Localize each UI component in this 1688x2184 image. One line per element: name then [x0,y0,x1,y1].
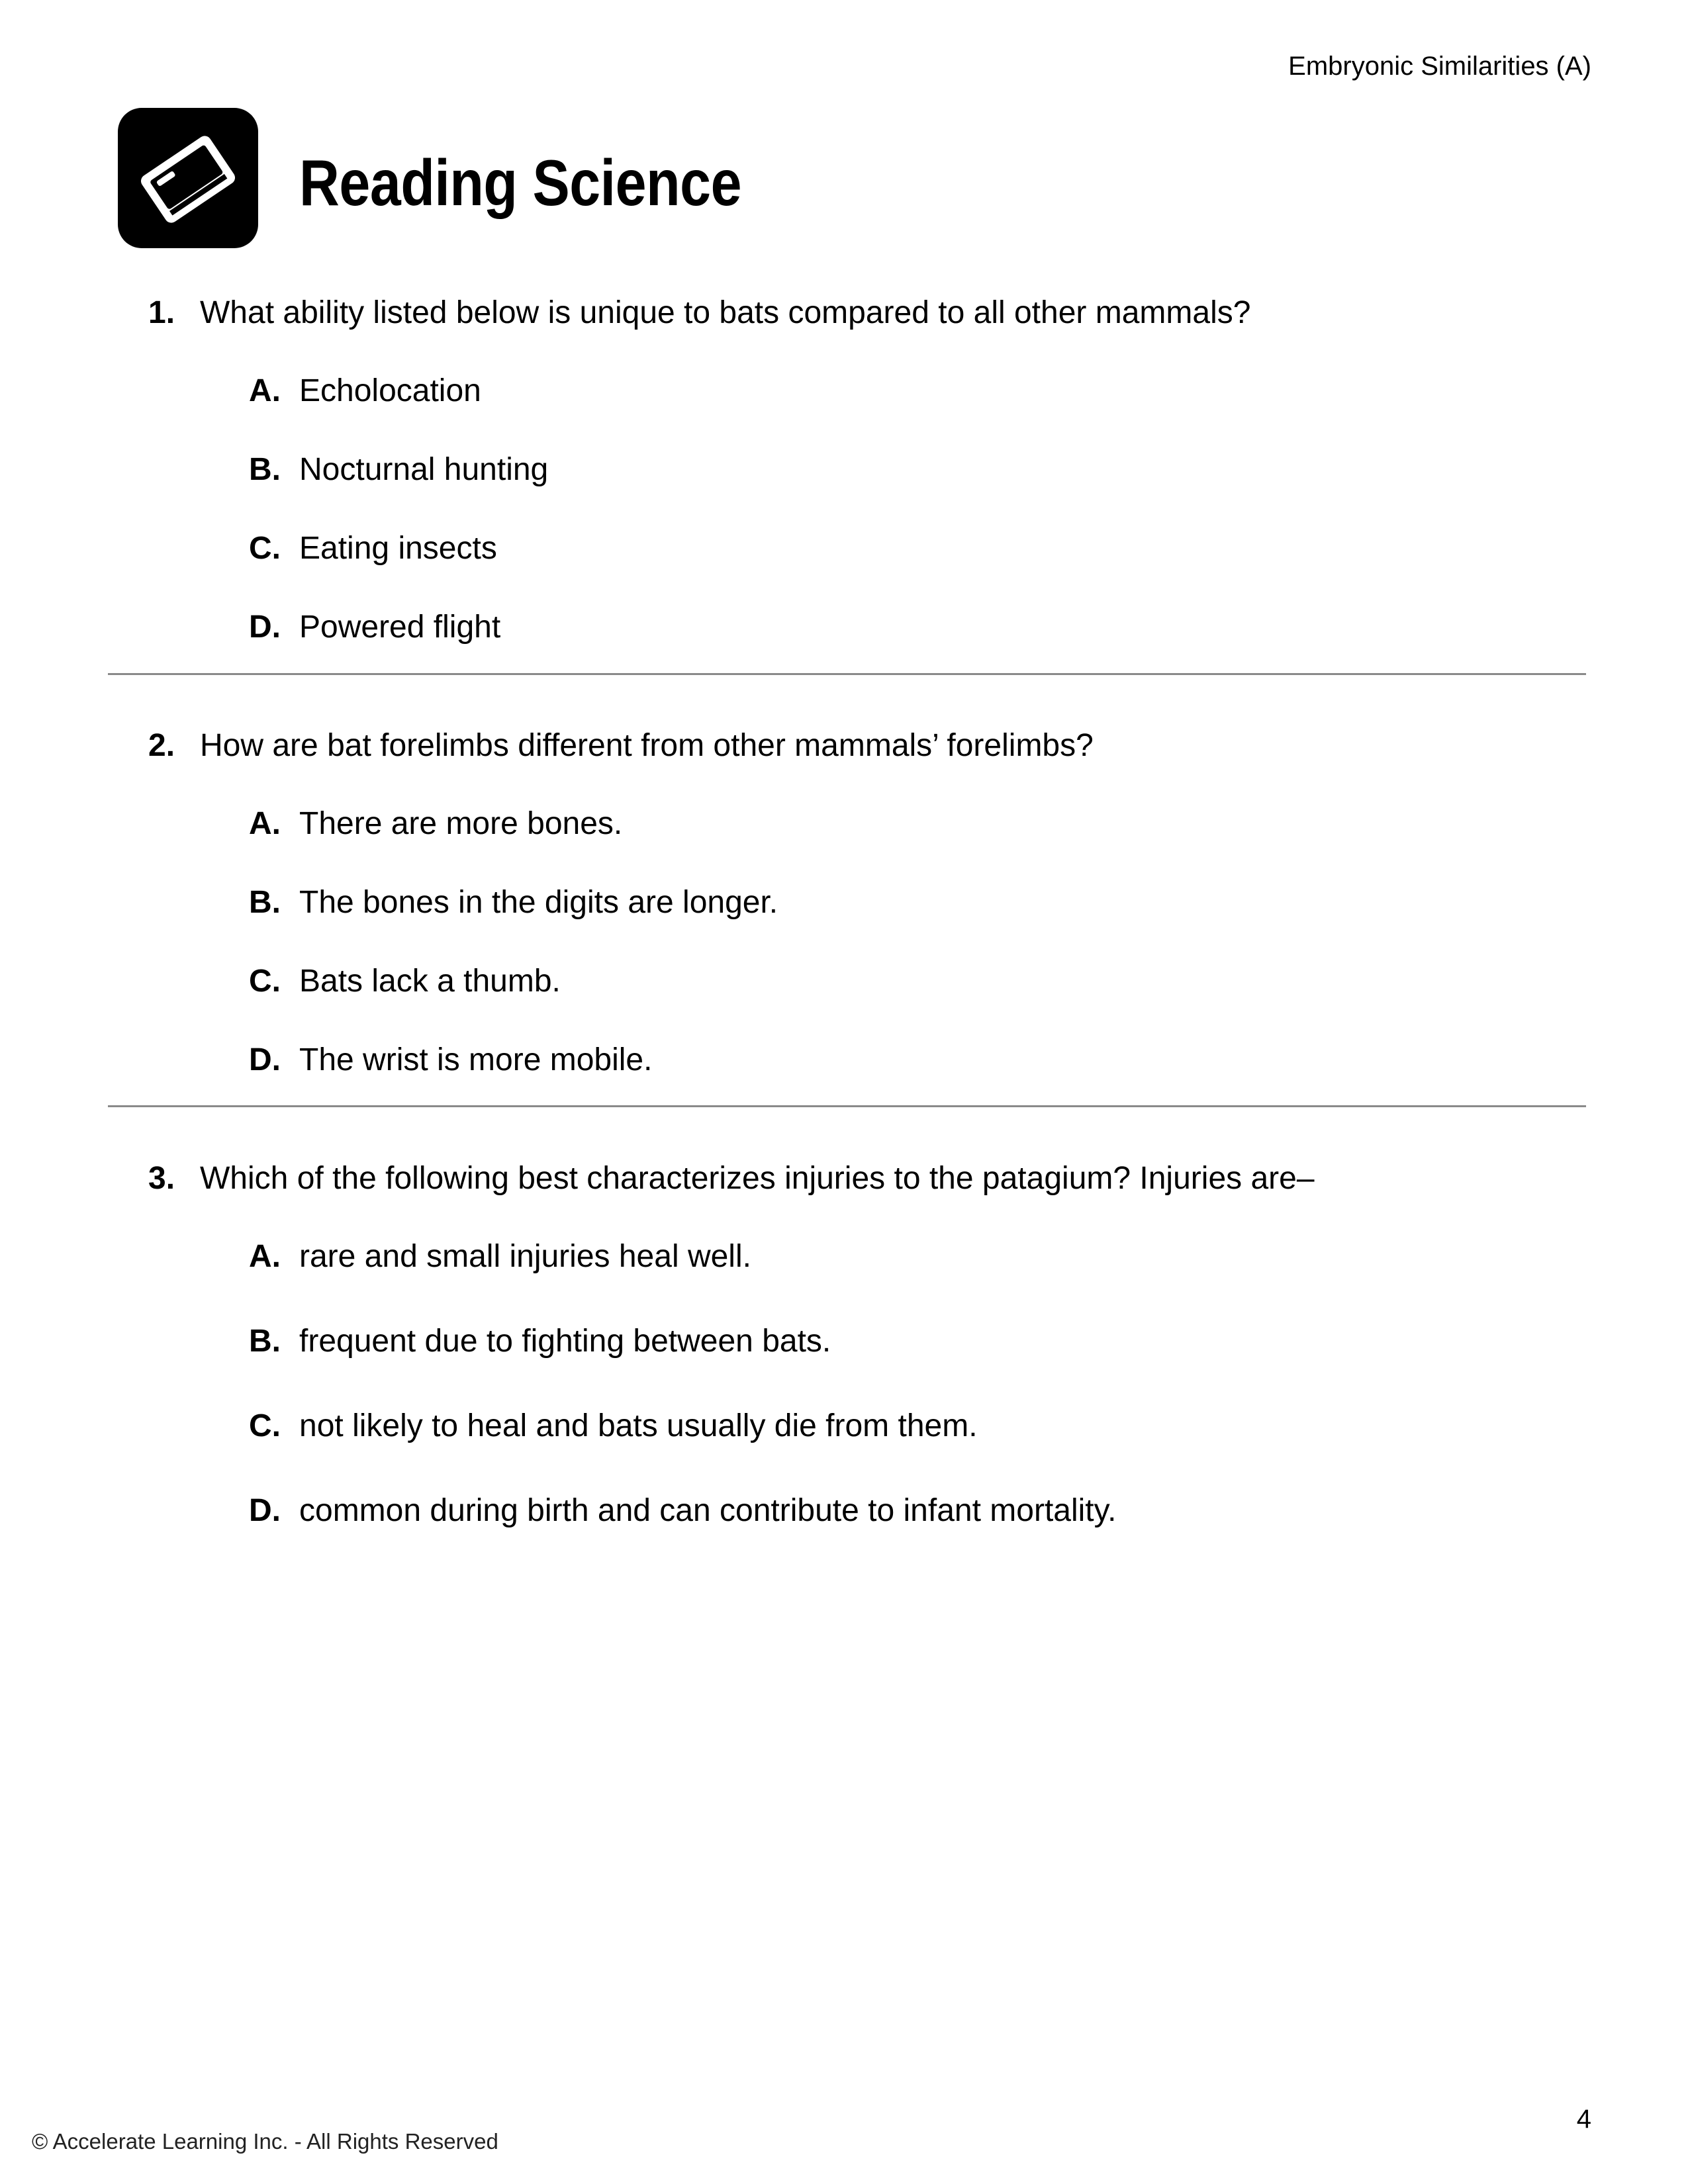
option-text: The wrist is more mobile. [299,1042,653,1077]
copyright-notice: © Accelerate Learning Inc. - All Rights Reserved [32,2129,498,2154]
option-b [249,1323,831,1359]
option-b [249,884,778,921]
section-title: Reading Science [299,146,742,219]
option-a [249,805,622,842]
option-letter: C. [249,531,281,566]
option-text: The bones in the digits are longer. [299,885,778,920]
option-text: Nocturnal hunting [299,452,549,487]
option-letter: D. [249,1042,281,1077]
question-divider [108,673,1586,675]
option-letter: B. [249,1324,281,1359]
question-number: 3. [148,1161,175,1196]
option-a [249,373,481,409]
option-a [249,1238,751,1275]
question-stem [148,727,1094,764]
question-divider [108,1105,1586,1107]
option-d [249,609,500,645]
option-letter: A. [249,1239,281,1274]
question-stem [148,295,1250,331]
option-text: frequent due to fighting between bats. [299,1324,831,1359]
option-text: rare and small injuries heal well. [299,1239,751,1274]
option-letter: A. [249,806,281,841]
option-c [249,530,497,567]
option-d [249,1492,1116,1529]
option-letter: C. [249,964,281,999]
option-d [249,1042,652,1078]
option-letter: C. [249,1408,281,1443]
option-letter: B. [249,452,281,487]
option-text: Bats lack a thumb. [299,964,561,999]
option-c [249,1408,978,1444]
question-text: Which of the following best characterizes injuries to the patagium? Injuries are– [200,1161,1315,1196]
question-number: 2. [148,728,175,763]
option-text: Echolocation [299,373,481,408]
option-b [249,451,548,488]
option-text: Powered flight [299,610,501,645]
option-c [249,963,561,999]
option-letter: A. [249,373,281,408]
question-text: How are bat forelimbs different from other mammals’ forelimbs? [200,728,1094,763]
option-text: common during birth and can contribute to infant mortality. [299,1493,1117,1528]
option-text: There are more bones. [299,806,623,841]
option-text: not likely to heal and bats usually die from them. [299,1408,978,1443]
book-icon [118,108,258,248]
option-text: Eating insects [299,531,497,566]
question-stem [148,1160,1315,1197]
option-letter: D. [249,610,281,645]
option-letter: B. [249,885,281,920]
question-number: 1. [148,295,175,330]
header-topic: Embryonic Similarities (A) [1288,52,1591,81]
question-text: What ability listed below is unique to bats compared to all other mammals? [200,295,1251,330]
option-letter: D. [249,1493,281,1528]
page-number: 4 [1576,2105,1591,2134]
